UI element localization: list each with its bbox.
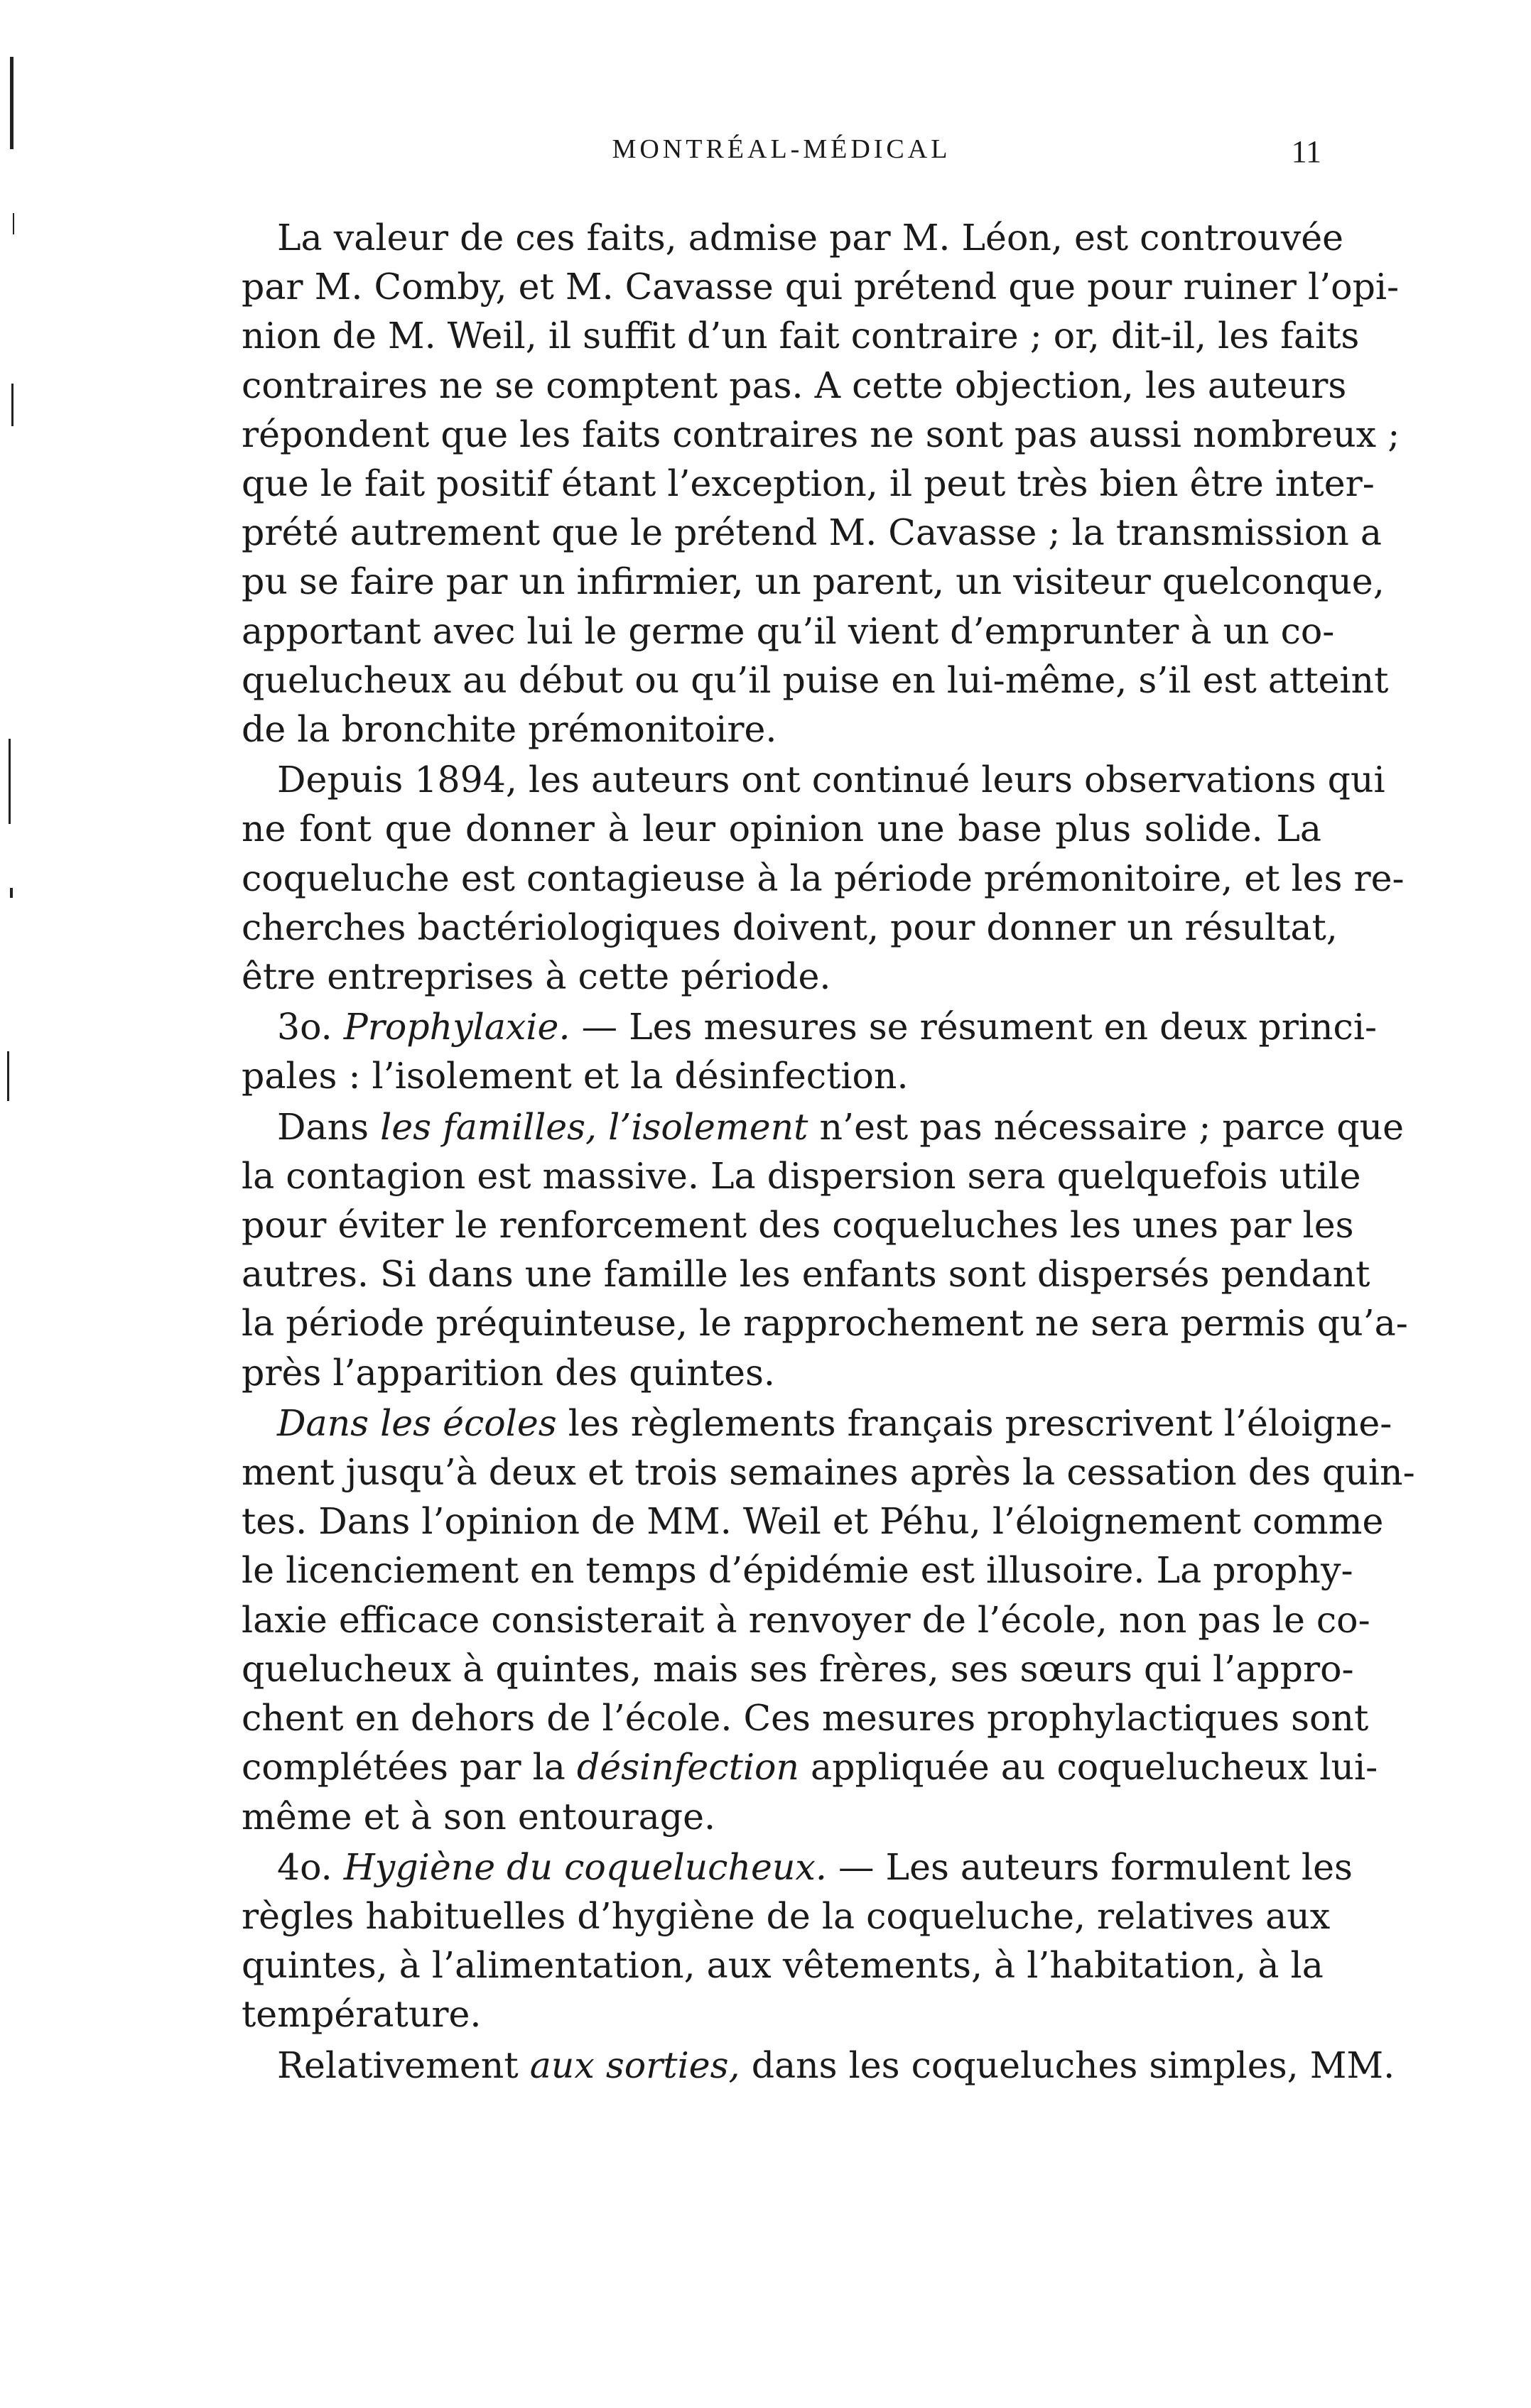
text-fragment: complétées par la bbox=[242, 1746, 566, 1789]
paragraph bbox=[242, 1102, 1408, 1397]
text-fragment: — Les mesures se résument en deux princi- bbox=[581, 1006, 1378, 1048]
text-line bbox=[242, 1843, 1353, 1892]
section-number: 3o. bbox=[277, 1006, 332, 1048]
text-line: près l’apparition des quintes. bbox=[242, 1351, 775, 1394]
text-line: répondent que les faits contraires ne sont pas aussi nombreux ; bbox=[242, 413, 1400, 455]
section-heading: Hygiène du coquelucheux. bbox=[343, 1845, 827, 1888]
italic-phrase: les familles, l’isolement bbox=[380, 1105, 808, 1148]
text-line: la période préquinteuse, le rapprochement ne sera permis qu’a- bbox=[242, 1302, 1408, 1345]
page-number: 11 bbox=[1291, 134, 1321, 169]
text-line: quintes, à l’alimentation, aux vêtements, à l’habitation, à la bbox=[242, 1944, 1324, 1987]
text-line: nion de M. Weil, il suffit d’un fait contraire ; or, dit-il, les faits bbox=[242, 315, 1360, 357]
text-line: apportant avec lui le germe qu’il vient d’emprunter à un co- bbox=[242, 609, 1335, 652]
text-line bbox=[242, 1399, 1392, 1448]
text-fragment: — Les auteurs formulent les bbox=[838, 1845, 1353, 1888]
text-line: le licenciement en temps d’épidémie est illusoire. La prophy- bbox=[242, 1549, 1353, 1592]
text-fragment: appliquée au coquelucheux lui- bbox=[811, 1746, 1378, 1789]
binding-mark bbox=[10, 888, 13, 898]
binding-mark bbox=[13, 213, 14, 234]
text-line: de la bronchite prémonitoire. bbox=[242, 708, 777, 751]
text-line: coqueluche est contagieuse à la période prémonitoire, et les re- bbox=[242, 857, 1405, 899]
text-line: quelucheux à quintes, mais ses frères, ses sœurs qui l’appro- bbox=[242, 1647, 1354, 1690]
binding-mark bbox=[9, 739, 11, 824]
text-line: Depuis 1894, les auteurs ont continué leurs observations qui bbox=[277, 759, 1385, 801]
italic-phrase: Dans les écoles bbox=[277, 1401, 557, 1444]
text-line bbox=[242, 1742, 1378, 1791]
text-fragment: Relativement bbox=[277, 2044, 519, 2086]
text-line: laxie efficace consisterait à renvoyer de l’école, non pas le co- bbox=[242, 1598, 1370, 1641]
text-line: prété autrement que le prétend M. Cavasse ; la transmission a bbox=[242, 511, 1382, 554]
text-fragment: dans les coqueluches simples, MM. bbox=[751, 2044, 1395, 2086]
text-line bbox=[242, 2041, 1395, 2090]
text-line: par M. Comby, et M. Cavasse qui prétend que pour ruiner l’opi- bbox=[242, 266, 1400, 308]
text-line: cherches bactériologiques doivent, pour donner un résultat, bbox=[242, 906, 1338, 948]
text-line: pu se faire par un infirmier, un parent, un visiteur quelconque, bbox=[242, 560, 1385, 603]
text-line: règles habituelles d’hygiène de la coqueluche, relatives aux bbox=[242, 1894, 1331, 1937]
text-line: que le fait positif étant l’exception, il peut très bien être inter- bbox=[242, 462, 1375, 505]
text-line: ment jusqu’à deux et trois semaines après la cessation des quin- bbox=[242, 1451, 1415, 1494]
text-line bbox=[242, 1102, 1405, 1151]
text-line: ne font que donner à leur opinion une base plus solide. La bbox=[242, 808, 1321, 850]
text-line: la contagion est massive. La dispersion sera quelquefois utile bbox=[242, 1154, 1361, 1197]
running-head bbox=[242, 134, 1321, 176]
text-line: quelucheux au début ou qu’il puise en lui-même, s’il est atteint bbox=[242, 658, 1389, 701]
running-title: MONTRÉAL-MÉDICAL bbox=[612, 134, 951, 164]
text-line: contraires ne se comptent pas. A cette objection, les auteurs bbox=[242, 364, 1347, 406]
text-line: tes. Dans l’opinion de MM. Weil et Péhu, l’éloignement comme bbox=[242, 1500, 1384, 1543]
binding-edge-marks bbox=[0, 0, 43, 2408]
text-fragment: Dans bbox=[277, 1105, 369, 1148]
paragraph bbox=[242, 213, 1400, 754]
paragraph bbox=[242, 755, 1405, 1001]
text-line: autres. Si dans une famille les enfants sont dispersés pendant bbox=[242, 1253, 1370, 1296]
binding-mark bbox=[10, 57, 13, 149]
text-line: chent en dehors de l’école. Ces mesures prophylactiques sont bbox=[242, 1697, 1369, 1740]
paragraph-hygiene bbox=[242, 1843, 1353, 2039]
text-line bbox=[242, 1002, 1378, 1051]
text-fragment: les règlements français prescrivent l’éloigne- bbox=[568, 1401, 1392, 1444]
paragraph bbox=[242, 1399, 1415, 1841]
section-heading: Prophylaxie. bbox=[343, 1006, 570, 1048]
section-number: 4o. bbox=[277, 1845, 332, 1888]
text-line: même et à son entourage. bbox=[242, 1795, 716, 1838]
binding-mark bbox=[7, 1051, 9, 1101]
italic-phrase: aux sorties, bbox=[529, 2044, 740, 2086]
paragraph bbox=[242, 2041, 1395, 2090]
text-line: être entreprises à cette période. bbox=[242, 955, 831, 998]
text-line: pales : l’isolement et la désinfection. bbox=[242, 1055, 909, 1097]
body-text bbox=[242, 213, 1415, 2090]
paragraph-prophylaxie bbox=[242, 1002, 1378, 1100]
text-fragment: n’est pas nécessaire ; parce que bbox=[819, 1105, 1405, 1148]
text-line: La valeur de ces faits, admise par M. Léon, est controuvée bbox=[277, 217, 1343, 259]
binding-mark bbox=[11, 384, 13, 426]
italic-phrase: désinfection bbox=[576, 1746, 799, 1789]
text-line: température. bbox=[242, 1993, 482, 2036]
text-line: pour éviter le renforcement des coqueluches les unes par les bbox=[242, 1204, 1354, 1247]
